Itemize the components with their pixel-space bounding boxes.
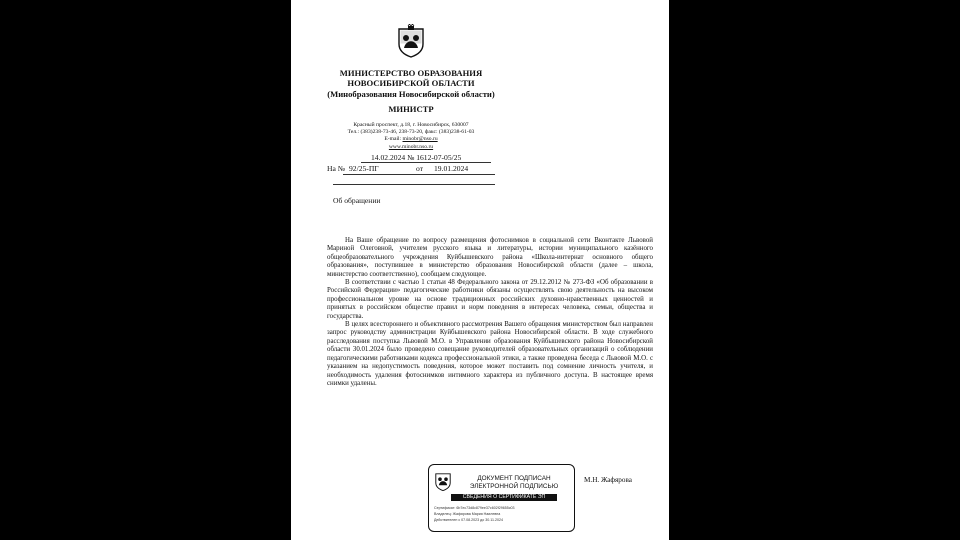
certificate-owner: Владелец: Жафярова Мария Наилевна <box>434 512 501 516</box>
signer-name: М.Н. Жафярова <box>584 476 632 484</box>
street-address: Красный проспект, д.18, г. Новосибирск, 630007 <box>353 122 469 128</box>
ministry-name-line2: НОВОСИБИРСКОЙ ОБЛАСТИ <box>347 78 475 88</box>
outgoing-rule <box>361 162 491 163</box>
body-paragraph: В соответствии с частью 1 статьи 48 Федерального закона от 29.12.2012 № 273-ФЗ «Об образовании в Российской Федерации» педагогические работники обязаны осуществлять свою деятельность на высоком профессиональном уровне на основе традиционных российских духовно-нравственных ценностей и принятых в российском обществе правил и норм поведения в интересах человека, семьи, общества и государства. <box>327 279 653 320</box>
from-label: от <box>416 164 424 173</box>
stamp-title <box>456 475 572 491</box>
incoming-label: На № <box>327 164 345 173</box>
stamp-coat-of-arms-icon <box>434 470 452 492</box>
email-link[interactable]: minobr@nso.ru <box>402 136 438 143</box>
position-title: МИНИСТР <box>388 104 434 114</box>
certificate-info-bar: СВЕДЕНИЯ О СЕРТИФИКАТЕ ЭП <box>451 494 557 501</box>
ministry-short-name: (Минобразования Новосибирской области) <box>327 89 495 99</box>
incoming-number: 92/25-ПГ <box>349 164 379 173</box>
body-paragraph: На Ваше обращение по вопросу размещения фотоснимков в социальной сети Вконтакте Львовой Мариной Олеговной, учителем русского языка и литературы, истории муниципального казённого общеобразовательного учреждения Куйбышевского района «Школа-интернат основного общего образования», поступившее в министерство образования Новосибирской области (далее – школа, министерство соответственно), сообщаем следующее. <box>327 237 653 278</box>
stamp-title-line1: ДОКУМЕНТ ПОДПИСАН <box>477 475 551 482</box>
incoming-date: 19.01.2024 <box>434 164 469 173</box>
electronic-signature-stamp <box>428 464 575 532</box>
letter-subject: Об обращении <box>333 196 381 205</box>
document-page <box>291 0 669 540</box>
separator-rule <box>333 184 495 185</box>
incoming-rule <box>343 174 495 175</box>
ministry-name-line1: МИНИСТЕРСТВО ОБРАЗОВАНИЯ <box>339 68 483 78</box>
body-paragraph: В целях всестороннего и объективного рассмотрения Вашего обращения министерством был направлен запрос руководству администрации Куйбышевского района Новосибирской области. В ходе служебного расследования поступка Львовой М.О. в Управлении образования Куйбышевского района Новосибирской области 30.01.2024 было проведено совещание руководителей образовательных организаций о соблюдении педагогическими работниками кодекса профессиональной этики, а также проведена беседа с Львовой М.О. с указанием на недопустимость поведения, которое может поставить под сомнение личность учителя, и необходимость удаления фотоснимков интимного характера из публичного доступа. В настоящее время снимки удалены. <box>327 321 653 387</box>
certificate-validity: Действителен с 07.08.2023 до 30.11.2024 <box>434 518 503 522</box>
phone-fax: Тел.: (383)238-73-46, 238-73-20, факс: (383)238-61-03 <box>347 129 475 136</box>
letter-body <box>327 237 653 388</box>
website-link[interactable]: www.minobr.nso.ru <box>388 143 434 150</box>
address-block <box>329 122 493 151</box>
email-label: E-mail: <box>384 136 402 143</box>
outgoing-number: 14.02.2024 № 1612-07-05/25 <box>371 153 462 162</box>
email-line <box>329 136 493 143</box>
regional-coat-of-arms-icon <box>396 24 426 58</box>
stamp-title-line2: ЭЛЕКТРОННОЙ ПОДПИСЬЮ <box>469 483 559 490</box>
certificate-serial: Сертификат: 6b7ec73d8c879ee37c602f29655c03 <box>434 506 515 510</box>
